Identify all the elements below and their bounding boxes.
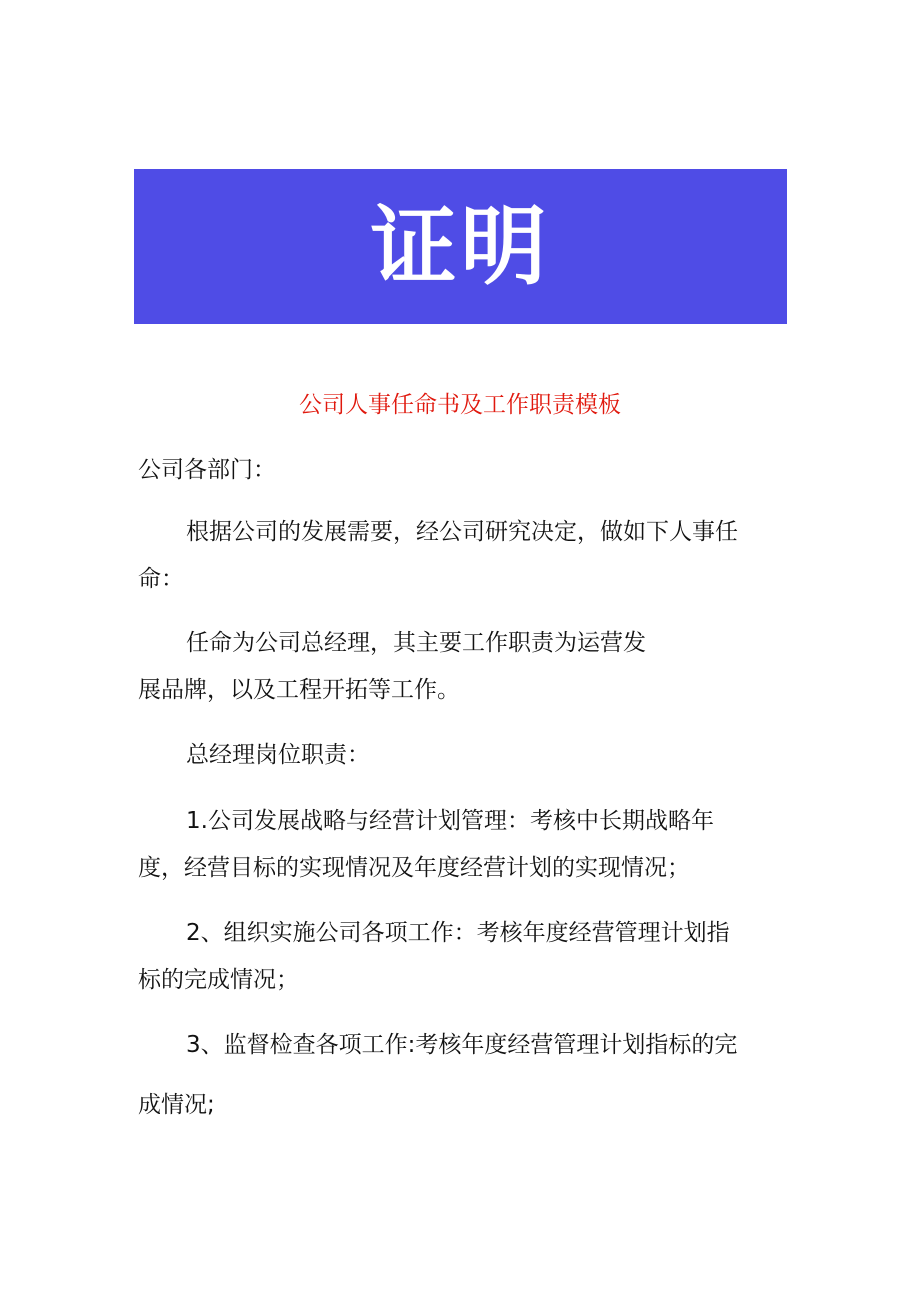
salutation: 公司各部门： [138, 457, 276, 483]
list-item-continuation: 成情况; [138, 1092, 215, 1118]
paragraph-line: 任命为公司总经理，其主要工作职责为运营发 [186, 630, 646, 656]
section-heading: 总经理岗位职责： [186, 742, 370, 768]
list-item: 1.公司发展战略与经营计划管理：考核中长期战略年 [186, 808, 714, 834]
list-item-continuation: 标的完成情况； [138, 967, 299, 993]
document-title: 公司人事任命书及工作职责模板 [299, 392, 621, 418]
paragraph-line: 根据公司的发展需要，经公司研究决定，做如下人事任 [186, 519, 738, 545]
title-banner [134, 169, 787, 324]
list-item: 3、监督检查各项工作:考核年度经营管理计划指标的完 [186, 1032, 738, 1058]
list-item-continuation: 度，经营目标的实现情况及年度经营计划的实现情况； [138, 855, 690, 881]
banner-title: 证明 [370, 196, 551, 297]
paragraph-line: 命： [138, 566, 184, 592]
paragraph-line: 展品牌，以及工程开拓等工作。 [138, 677, 460, 703]
list-item: 2、组织实施公司各项工作：考核年度经营管理计划指 [186, 920, 730, 946]
